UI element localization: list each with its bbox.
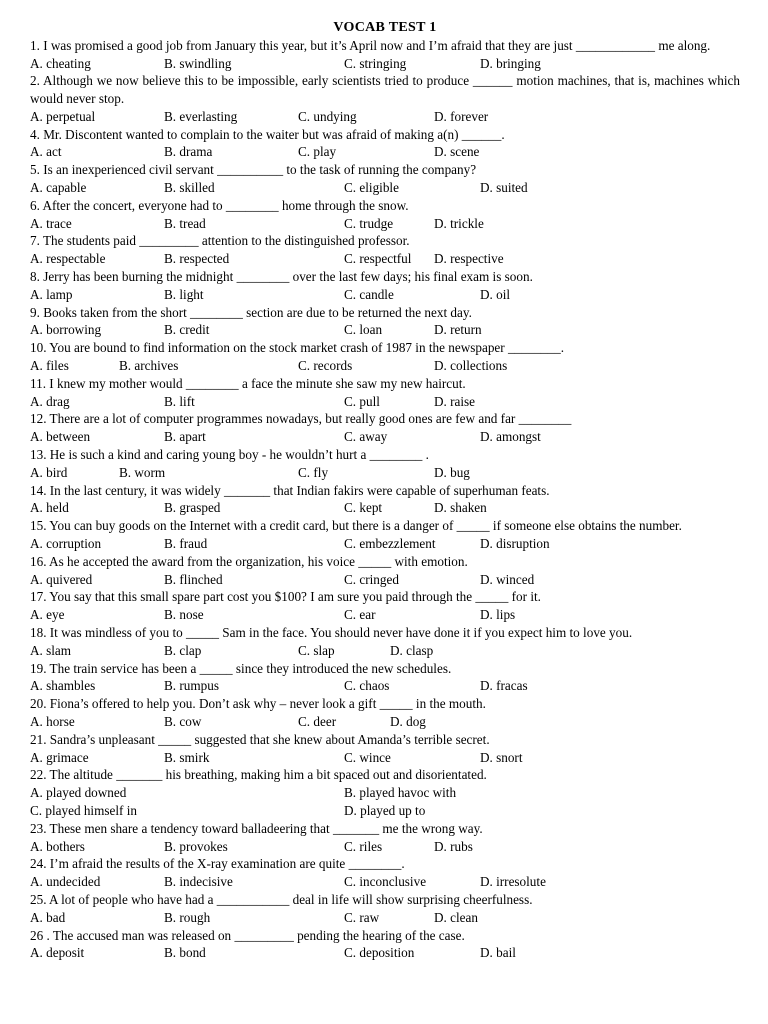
answer-options [30, 642, 740, 660]
answer-option: B. drama [164, 144, 213, 160]
question-text: 22. The altitude _______ his breathing, making him a bit spaced out and disorientated. [30, 767, 487, 783]
answer-option: D. clean [434, 909, 478, 925]
answer-option: B. skilled [164, 180, 215, 196]
question-text: 14. In the last century, it was widely _______ that Indian fakirs were capable of superhuman feats. [30, 482, 550, 498]
answer-options [30, 108, 740, 126]
answer-option: A. cheating [30, 55, 91, 71]
answer-option: B. apart [164, 429, 206, 445]
answer-option: C. candle [344, 286, 394, 302]
answer-option: A. held [30, 500, 69, 516]
answer-options [30, 535, 740, 553]
answer-option: B. grasped [164, 500, 221, 516]
question-text: 25. A lot of people who have had a ___________ deal in life will show surprising cheerfulness. [30, 891, 533, 907]
answer-option: C. embezzlement [344, 536, 436, 552]
answer-option: A. capable [30, 180, 87, 196]
answer-option: A. drag [30, 393, 70, 409]
answer-option: D. bringing [480, 55, 541, 71]
answer-option: C. riles [344, 838, 383, 854]
question-text: 18. It was mindless of you to _____ Sam in the face. You should never have done it if you expect him to love you. [30, 625, 633, 640]
question-text: 20. Fiona’s offered to help you. Don’t ask why – never look a gift _____ in the mouth. [30, 696, 486, 712]
answer-option: A. perpetual [30, 108, 96, 124]
answer-option: D. lips [480, 607, 516, 623]
answer-option: B. fraud [164, 536, 208, 552]
answer-options [30, 428, 740, 446]
question-text: 6. After the concert, everyone had to ________ home through the snow. [30, 197, 409, 213]
answer-option: B. archives [119, 358, 179, 374]
question-text: 9. Books taken from the short ________ section are due to be returned the next day. [30, 304, 472, 320]
test-title: VOCAB TEST 1 [333, 20, 437, 35]
answer-option: C. kept [344, 500, 383, 516]
answer-option: B. indecisive [164, 874, 233, 890]
answer-options [30, 499, 740, 517]
answer-option: C. loan [344, 322, 383, 338]
answer-option: D. bail [480, 945, 516, 961]
answer-option: C. slap [298, 642, 335, 658]
answer-option: D. scene [434, 144, 480, 160]
answer-options [30, 677, 740, 695]
question-text: 26 . The accused man was released on _________ pending the hearing of the case. [30, 927, 465, 943]
answer-options [30, 873, 740, 891]
question-text: 2. Although we now believe this to be impossible, early scientists tried to produce ______ motion machines, that is, machines which would never stop. [30, 73, 740, 107]
answer-option: D. oil [480, 286, 511, 302]
question-text: 21. Sandra’s unpleasant _____ suggested that she knew about Amanda’s terrible secret. [30, 731, 490, 747]
answer-option: B. cow [164, 713, 202, 729]
question-text: 7. The students paid _________ attention to the distinguished professor. [30, 233, 410, 249]
question-text: 12. There are a lot of computer programmes nowadays, but really good ones are few and far ________ [30, 411, 572, 427]
answer-option: A. respectable [30, 251, 106, 267]
answer-option: B. respected [164, 251, 230, 267]
answer-option: A. slam [30, 642, 72, 658]
answer-option: A. grimace [30, 749, 89, 765]
answer-option: C. records [298, 358, 353, 374]
answer-option: D. return [434, 322, 482, 338]
answer-options [30, 784, 740, 820]
answer-option: D. clasp [390, 642, 434, 658]
answer-options [30, 713, 740, 731]
answer-option: B. bond [164, 945, 206, 961]
answer-options [30, 215, 740, 233]
answer-option: C. undying [298, 108, 357, 124]
question-text: 4. Mr. Discontent wanted to complain to the waiter but was afraid of making a(n) ______. [30, 126, 505, 142]
answer-options [30, 55, 740, 73]
answer-option: D. suited [480, 180, 528, 196]
answer-option: D. trickle [434, 215, 484, 231]
question-text: 16. As he accepted the award from the organization, his voice _____ with emotion. [30, 553, 468, 569]
answer-option: D. collections [434, 358, 508, 374]
answer-option: D. snort [480, 749, 523, 765]
answer-option: C. fly [298, 464, 329, 480]
answer-option: D. dog [390, 713, 426, 729]
answer-options [30, 286, 740, 304]
answer-option: A. bird [30, 464, 68, 480]
answer-option: C. cringed [344, 571, 399, 587]
question-text: 15. You can buy goods on the Internet with a credit card, but there is a danger of _____ if someone else obtains the number. [30, 518, 682, 534]
answer-options [30, 909, 740, 927]
answer-option: A. shambles [30, 678, 96, 694]
answer-options [30, 179, 740, 197]
question-list [30, 37, 740, 962]
answer-option: D. amongst [480, 429, 541, 445]
answer-options [30, 250, 740, 268]
answer-option: A. corruption [30, 536, 102, 552]
answer-option: B. played havoc with [344, 785, 457, 801]
answer-options [30, 606, 740, 624]
answer-option: C. deposition [344, 945, 415, 961]
answer-option: B. swindling [164, 55, 232, 71]
answer-option: A. borrowing [30, 322, 102, 338]
answer-option: A. eye [30, 607, 65, 623]
question-text: 19. The train service has been a _____ since they introduced the new schedules. [30, 660, 452, 676]
answer-option: A. played downed [30, 785, 127, 801]
question-text: 23. These men share a tendency toward balladeering that _______ me the wrong way. [30, 820, 483, 836]
answer-option: C. stringing [344, 55, 407, 71]
answer-option: B. credit [164, 322, 210, 338]
answer-option: C. inconclusive [344, 874, 427, 890]
answer-option: A. bad [30, 909, 66, 925]
answer-option: A. files [30, 358, 69, 374]
answer-option: C. raw [344, 909, 380, 925]
question-text: 1. I was promised a good job from January this year, but it’s April now and I’m afraid that they are just ____________ me along. [30, 37, 711, 53]
answer-options [30, 464, 740, 482]
answer-options [30, 944, 740, 962]
answer-option: A. undecided [30, 874, 101, 890]
answer-option: C. played himself in [30, 802, 137, 818]
answer-option: C. pull [344, 393, 380, 409]
answer-option: D. rubs [434, 838, 473, 854]
answer-options [30, 143, 740, 161]
answer-option: C. chaos [344, 678, 390, 694]
answer-option: B. flinched [164, 571, 223, 587]
answer-options [30, 571, 740, 589]
question-text: 8. Jerry has been burning the midnight ________ over the last few days; his final exam is soon. [30, 269, 533, 285]
answer-options [30, 838, 740, 856]
answer-option: C. respectful [344, 251, 412, 267]
question-text: 11. I knew my mother would ________ a face the minute she saw my new haircut. [30, 375, 466, 391]
answer-option: B. smirk [164, 749, 210, 765]
answer-option: B. rumpus [164, 678, 219, 694]
answer-options [30, 357, 740, 375]
answer-option: D. respective [434, 251, 504, 267]
answer-option: C. eligible [344, 180, 399, 196]
answer-option: D. winced [480, 571, 535, 587]
answer-option: B. tread [164, 215, 206, 231]
answer-option: D. raise [434, 393, 476, 409]
question-text: 10. You are bound to find information on the stock market crash of 1987 in the newspaper ________. [30, 340, 564, 356]
answer-option: B. rough [164, 909, 211, 925]
answer-option: A. quivered [30, 571, 93, 587]
answer-option: B. provokes [164, 838, 228, 854]
answer-option: C. play [298, 144, 337, 160]
answer-option: C. away [344, 429, 388, 445]
answer-option: D. irresolute [480, 874, 546, 890]
answer-option: A. bothers [30, 838, 85, 854]
answer-options [30, 749, 740, 767]
question-text: 17. You say that this small spare part cost you $100? I am sure you paid through the _____ for it. [30, 589, 541, 605]
answer-option: A. act [30, 144, 62, 160]
answer-option: A. between [30, 429, 91, 445]
answer-option: B. nose [164, 607, 204, 623]
answer-option: A. horse [30, 713, 75, 729]
answer-option: C. wince [344, 749, 391, 765]
answer-option: B. worm [119, 464, 166, 480]
answer-option: C. ear [344, 607, 376, 623]
answer-option: D. disruption [480, 536, 550, 552]
answer-option: C. deer [298, 713, 337, 729]
answer-option: B. light [164, 286, 204, 302]
answer-option: B. lift [164, 393, 195, 409]
question-text: 24. I’m afraid the results of the X-ray examination are quite ________. [30, 856, 405, 872]
question-text: 5. Is an inexperienced civil servant __________ to the task of running the company? [30, 162, 477, 178]
answer-option: A. deposit [30, 945, 85, 961]
answer-option: D. fracas [480, 678, 528, 694]
answer-option: A. lamp [30, 286, 73, 302]
answer-option: D. played up to [344, 802, 426, 818]
question-text: 13. He is such a kind and caring young boy - he wouldn’t hurt a ________ . [30, 447, 429, 463]
answer-option: C. trudge [344, 215, 394, 231]
answer-option: D. shaken [434, 500, 487, 516]
answer-option: B. clap [164, 642, 202, 658]
test-sheet [30, 19, 740, 962]
answer-options [30, 321, 740, 339]
answer-option: A. trace [30, 215, 72, 231]
answer-option: D. bug [434, 464, 470, 480]
answer-option: D. forever [434, 108, 489, 124]
answer-option: B. everlasting [164, 108, 238, 124]
answer-options [30, 393, 740, 411]
